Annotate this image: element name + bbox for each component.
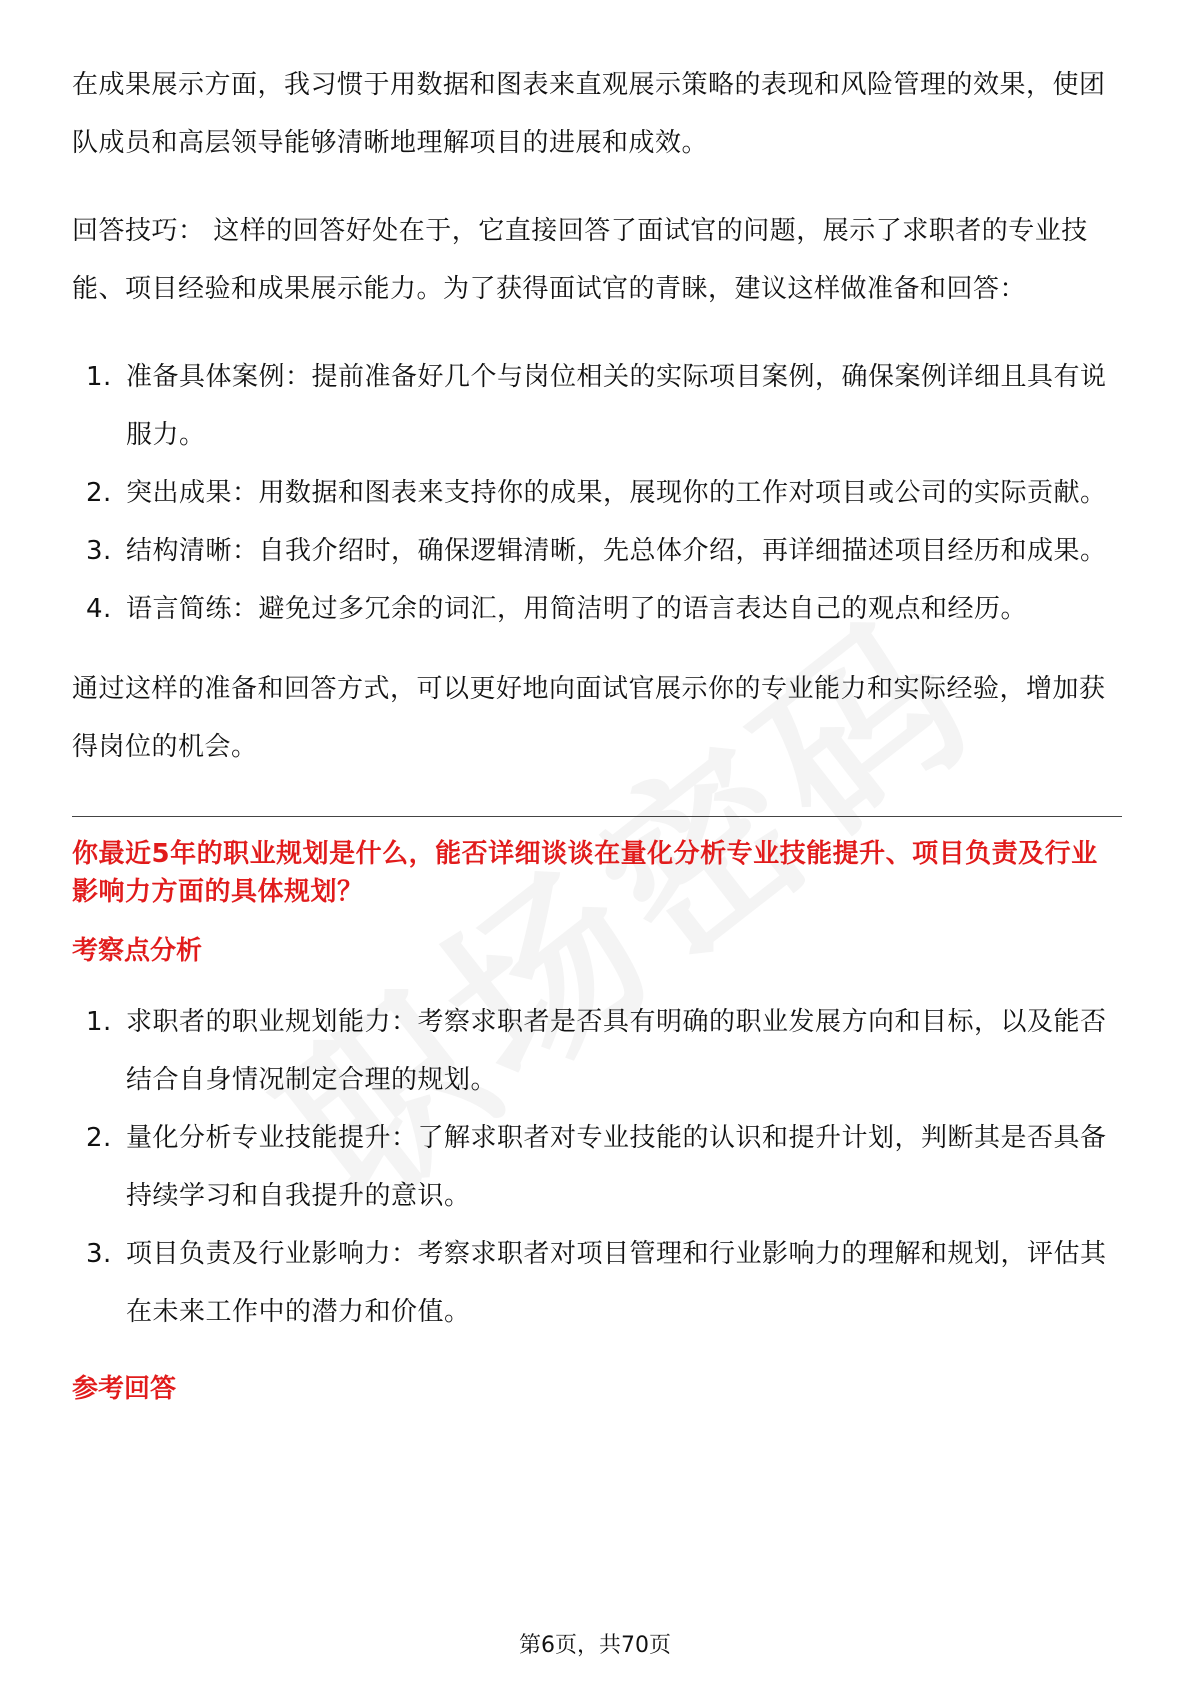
page-content [72,56,1122,1409]
list-item-text: 突出成果：用数据和图表来支持你的成果，展现你的工作对项目或公司的实际贡献。 [126,478,1107,508]
list-item [72,993,1122,1109]
analysis-title: 考察点分析 [72,936,203,966]
list-item [72,1225,1122,1341]
list-number: 2. [86,1123,112,1153]
closing-paragraph: 通过这样的准备和回答方式，可以更好地向面试官展示你的专业能力和实际经验，增加获得岗位的机会。 [72,674,1106,762]
list-number: 4. [86,594,112,624]
intro-paragraph: 在成果展示方面，我习惯于用数据和图表来直观展示策略的表现和风险管理的效果，使团队成员和高层领导能够清晰地理解项目的进展和成效。 [72,70,1106,158]
list-number: 3. [86,1239,112,1269]
list-number: 2. [86,478,112,508]
list-item [72,580,1122,638]
list-number: 3. [86,536,112,566]
question-heading: 你最近5年的职业规划是什么，能否详细谈谈在量化分析专业技能提升、项目负责及行业影响力方面的具体规划？ [72,839,1098,907]
analysis-list [72,993,1122,1341]
list-item [72,464,1122,522]
page-footer: 第6页，共70页 [519,1633,671,1658]
tips-list [72,348,1122,638]
list-item [72,1109,1122,1225]
list-number: 1. [86,362,112,392]
list-item [72,522,1122,580]
list-item-text: 求职者的职业规划能力：考察求职者是否具有明确的职业发展方向和目标，以及能否结合自身情况制定合理的规划。 [126,1007,1107,1095]
list-item-text: 量化分析专业技能提升：了解求职者对专业技能的认识和提升计划，判断其是否具备持续学习和自我提升的意识。 [126,1123,1107,1211]
list-item-text: 准备具体案例：提前准备好几个与岗位相关的实际项目案例，确保案例详细且具有说服力。 [126,362,1107,450]
list-number: 1. [86,1007,112,1037]
list-item-text: 语言简练：避免过多冗余的词汇，用简洁明了的语言表达自己的观点和经历。 [126,594,1028,624]
list-item-text: 项目负责及行业影响力：考察求职者对项目管理和行业影响力的理解和规划，评估其在未来工作中的潜力和价值。 [126,1239,1107,1327]
list-item [72,348,1122,464]
reference-answer-title: 参考回答 [72,1374,177,1404]
list-item-text: 结构清晰：自我介绍时，确保逻辑清晰，先总体介绍，再详细描述项目经历和成果。 [126,536,1107,566]
tip-paragraph: 回答技巧： 这样的回答好处在于，它直接回答了面试官的问题，展示了求职者的专业技能、项目经验和成果展示能力。为了获得面试官的青睐，建议这样做准备和回答： [72,216,1088,304]
